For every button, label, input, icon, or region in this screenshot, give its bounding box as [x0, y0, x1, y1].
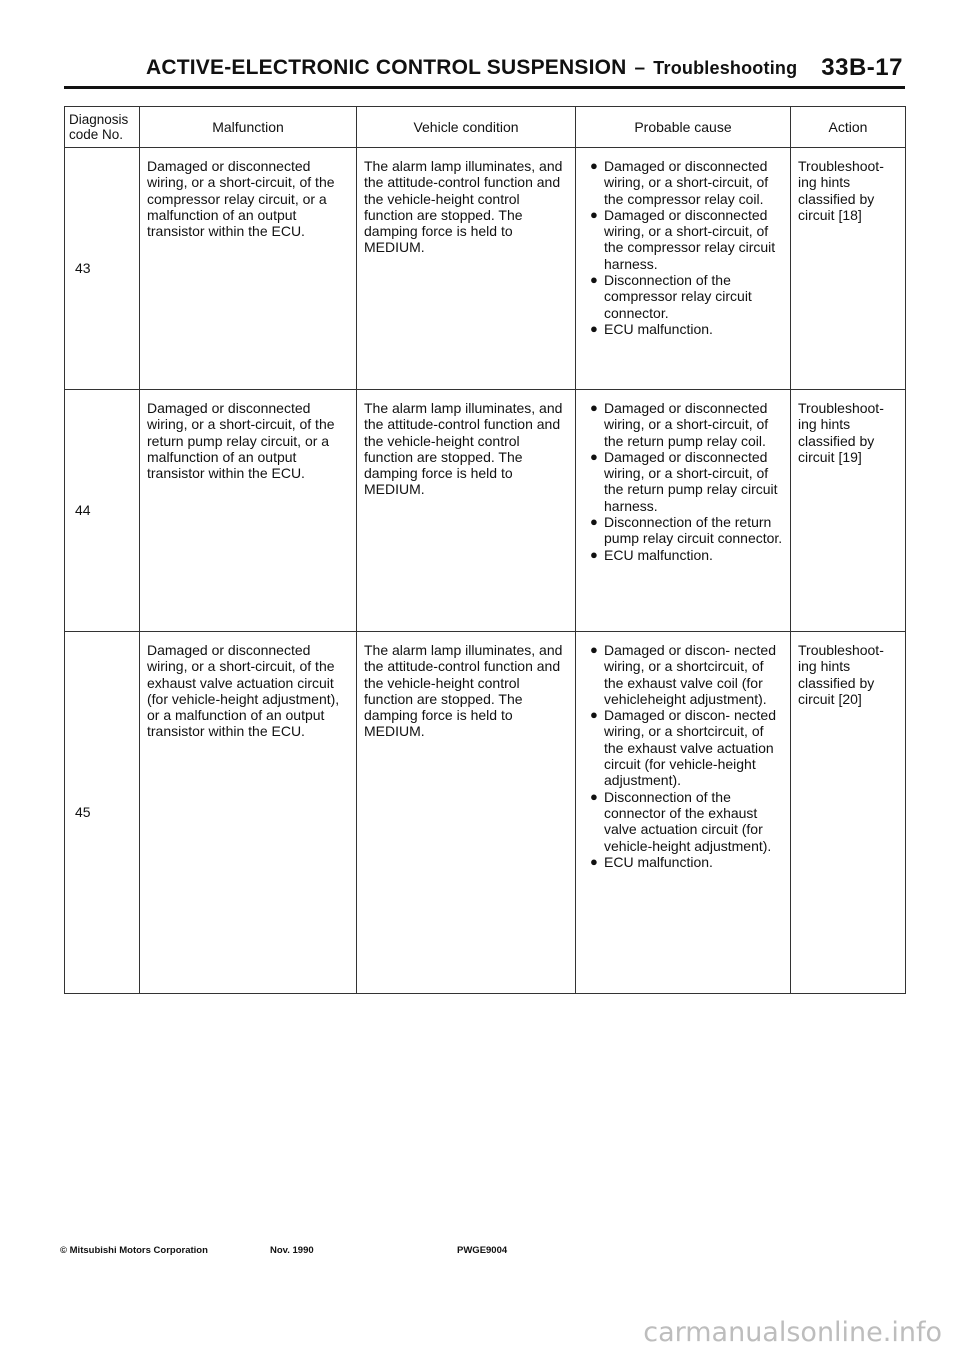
table-row — [65, 390, 906, 632]
cause-item — [590, 514, 786, 547]
watermark: carmanualsonline.info — [643, 1317, 942, 1348]
bullet-icon: ● — [590, 158, 598, 173]
cause-item — [590, 321, 786, 337]
vehicle-condition-cell: The alarm lamp illuminates, and the attitude-control function and the vehicle-height control function are stopped. The damping force is held to MEDIUM. — [357, 632, 576, 994]
header-dash: – — [634, 58, 646, 79]
bullet-icon: ● — [590, 320, 598, 336]
cause-text: Damaged or disconnected wiring, or a short-circuit, of the return pump relay circuit harness. — [604, 448, 778, 514]
cause-item — [590, 642, 786, 707]
bullet-icon: ● — [590, 546, 598, 562]
cause-item — [590, 207, 786, 272]
header-rule — [64, 86, 905, 89]
vehicle-condition-cell: The alarm lamp illuminates, and the attitude-control function and the vehicle-height control function are stopped. The damping force is held to MEDIUM. — [357, 148, 576, 390]
footer-copyright: © Mitsubishi Motors Corporation — [60, 1245, 208, 1256]
diagnosis-code: 44 — [65, 390, 140, 632]
cause-text: Damaged or discon- nected wiring, or a shortcircuit, of the exhaust valve coil (for vehicleheight adjustment). — [604, 642, 776, 707]
header-probable-cause: Probable cause — [576, 107, 791, 148]
cause-item — [590, 158, 786, 207]
malfunction-cell: Damaged or disconnected wiring, or a short-circuit, of the exhaust valve actuation circuit (for vehicle-height adjustment), or a malfunction of an output transistor within the ECU. — [140, 632, 357, 994]
cause-text: ECU malfunction. — [604, 320, 713, 337]
table-header-row — [65, 107, 906, 148]
bullet-icon: ● — [590, 272, 598, 288]
cause-item — [590, 789, 786, 854]
bullet-icon: ● — [590, 853, 598, 869]
action-cell: Troubleshoot- ing hints classified by circuit [19] — [791, 390, 906, 632]
bullet-icon: ● — [590, 448, 598, 464]
bullet-icon: ● — [590, 642, 598, 657]
diagnosis-code: 43 — [65, 148, 140, 390]
page-title — [146, 56, 797, 80]
cause-item — [590, 449, 786, 514]
header-code: Diagnosis code No. — [65, 107, 140, 148]
table-row — [65, 632, 906, 994]
header-subtitle: Troubleshooting — [653, 58, 798, 78]
cause-text: Damaged or disconnected wiring, or a short-circuit, of the compressor relay circuit harness. — [604, 206, 776, 272]
cause-text: ECU malfunction. — [604, 546, 713, 563]
header-malfunction: Malfunction — [140, 107, 357, 148]
cause-item — [590, 272, 786, 321]
cause-item — [590, 854, 786, 870]
header-vehicle-condition: Vehicle condition — [357, 107, 576, 148]
table-row — [65, 148, 906, 390]
probable-cause-cell — [576, 390, 791, 632]
page-header — [64, 56, 905, 90]
cause-text: Disconnection of the compressor relay circuit connector. — [604, 272, 752, 321]
footer-date: Nov. 1990 — [270, 1245, 314, 1256]
cause-text: Damaged or disconnected wiring, or a short-circuit, of the return pump relay coil. — [604, 400, 769, 449]
cause-item — [590, 707, 786, 788]
cause-item — [590, 400, 786, 449]
bullet-icon: ● — [590, 514, 598, 530]
cause-text: Disconnection of the connector of the exhaust valve actuation circuit (for vehicle-height adjustment). — [604, 788, 772, 854]
diagnosis-code: 45 — [65, 632, 140, 994]
bullet-icon: ● — [590, 788, 598, 804]
probable-cause-cell — [576, 148, 791, 390]
vehicle-condition-cell: The alarm lamp illuminates, and the attitude-control function and the vehicle-height control function are stopped. The damping force is held to MEDIUM. — [357, 390, 576, 632]
diagnosis-table — [64, 106, 906, 994]
cause-text: Disconnection of the return pump relay circuit connector. — [604, 514, 783, 547]
malfunction-cell: Damaged or disconnected wiring, or a short-circuit, of the return pump relay circuit, or a malfunction of an output transistor within the ECU. — [140, 390, 357, 632]
bullet-icon: ● — [590, 400, 598, 415]
action-cell: Troubleshoot- ing hints classified by circuit [18] — [791, 148, 906, 390]
cause-text: Damaged or disconnected wiring, or a short-circuit, of the compressor relay coil. — [604, 158, 769, 207]
cause-item — [590, 547, 786, 563]
malfunction-cell: Damaged or disconnected wiring, or a short-circuit, of the compressor relay circuit, or a malfunction of an output transistor within the ECU. — [140, 148, 357, 390]
probable-cause-cell — [576, 632, 791, 994]
header-action: Action — [791, 107, 906, 148]
bullet-icon: ● — [590, 707, 598, 723]
page-footer — [60, 1245, 760, 1261]
footer-doc-code: PWGE9004 — [457, 1245, 508, 1256]
action-cell: Troubleshoot- ing hints classified by circuit [20] — [791, 632, 906, 994]
header-main-title: ACTIVE-ELECTRONIC CONTROL SUSPENSION — [146, 56, 627, 79]
cause-text: Damaged or discon- nected wiring, or a shortcircuit, of the exhaust valve actuation circuit (for vehicle-height adjustment). — [604, 707, 776, 789]
cause-text: ECU malfunction. — [604, 853, 713, 870]
page-number: 33B-17 — [821, 54, 903, 81]
bullet-icon: ● — [590, 206, 598, 222]
